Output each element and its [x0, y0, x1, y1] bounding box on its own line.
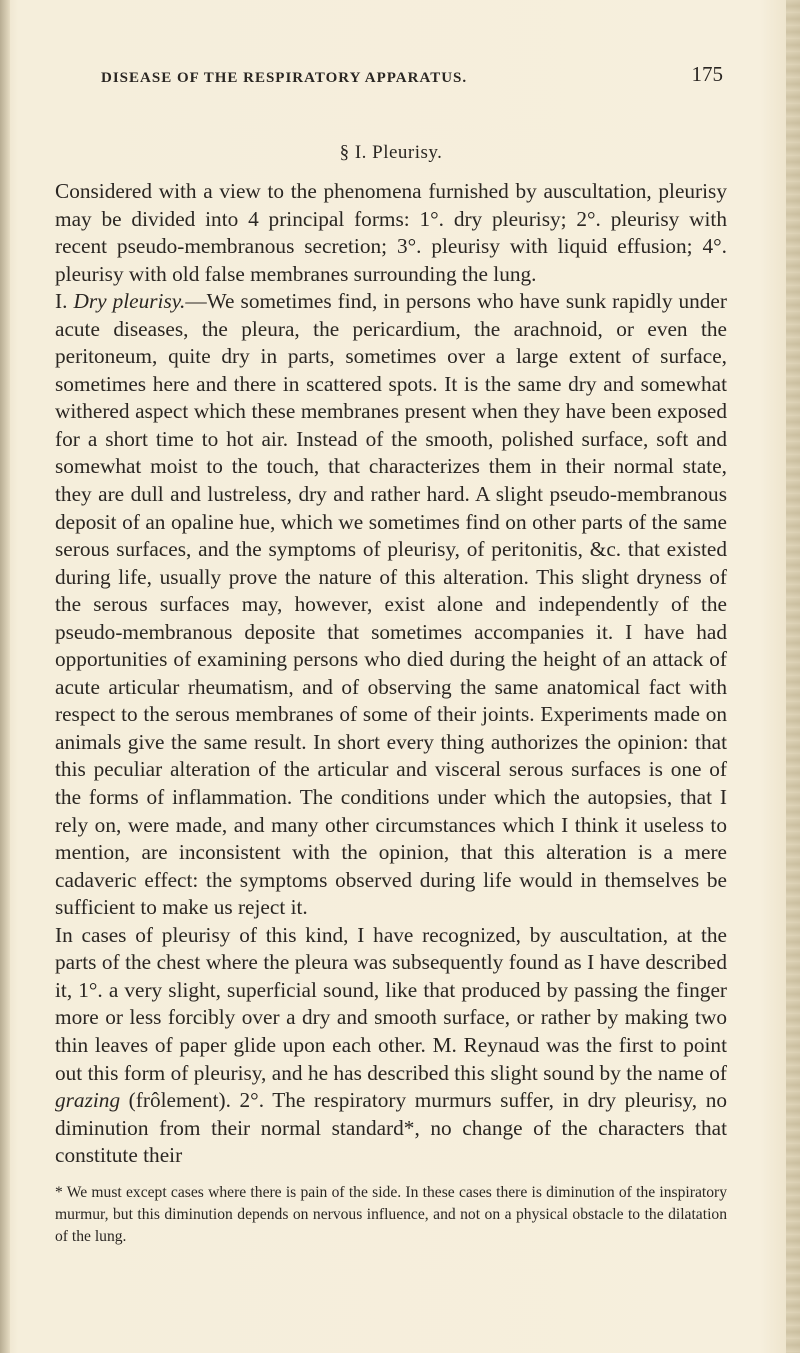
subsection-heading: Dry pleurisy. — [73, 289, 186, 314]
running-head — [55, 62, 727, 100]
page-edge-stack — [786, 0, 800, 1353]
paragraph-intro: Considered with a view to the phenomena furnished by auscultation, pleurisy may be divided into 4 principal forms: 1°. dry pleurisy; 2°. pleurisy with recent pseudo-membranous secretion; 3°. pleurisy with liquid effusion; 4°. pleurisy with old false membranes surrounding the lung. — [55, 179, 727, 286]
paragraph-body: —We sometimes find, in persons who have sunk rapidly under acute diseases, the pleura, the pericardium, the arachnoid, or even the peritoneum, quite dry in parts, sometimes over a large extent of surface, sometimes here and there in scattered spots. It is the same dry and somewhat withered aspect which these membranes present when they have been exposed for a short time to hot air. Instead of the smooth, polished surface, soft and somewhat moist to the touch, that characterizes them in their normal state, they are dull and lustreless, dry and rather hard. A slight pseudo-membranous deposit of an opaline hue, which we sometimes find on other parts of the same serous surfaces, and the symptoms of pleurisy, of peritonitis, &c. that existed during life, usually prove the nature of this alteration. This slight dryness of the serous surfaces may, however, exist alone and independently of the pseudo-membranous deposite that sometimes accompanies it. I have had opportunities of examining persons who died during the height of an attack of acute articular rheumatism, and of observing the same anatomical fact with respect to the serous membranes of some of their joints. Experiments made on animals give the same result. In short every thing authorizes the opinion: that this peculiar alteration of the articular and visceral serous surfaces is one of the forms of inflammation. The conditions under which the autopsies, that I rely on, were made, and many other circumstances which I think it useless to mention, are inconsistent with the opinion, that this alteration is a mere cadaveric effect: the symptoms observed during life would in themselves be sufficient to make us reject it. — [55, 289, 727, 920]
footnote: * We must except cases where there is pain of the side. In these cases there is diminution of the inspiratory murmur, but this diminution depends on nervous influence, and not on a physical obstacle to the dilatation of the lung. — [55, 1183, 727, 1245]
running-title: DISEASE OF THE RESPIRATORY APPARATUS. — [101, 70, 468, 86]
paragraph-body-end: (frôlement). 2°. The respiratory murmurs suffer, in dry pleurisy, no diminution from their normal standard*, no change of the characters that constitute their — [55, 1088, 727, 1168]
page-number: 175 — [691, 62, 723, 86]
section-title: § I. Pleurisy. — [339, 142, 443, 163]
paragraph-dry-pleurisy — [55, 288, 727, 922]
page-content — [55, 62, 727, 1248]
body-text — [55, 178, 727, 1170]
italic-term: grazing — [55, 1088, 121, 1113]
paragraph-auscultation — [55, 922, 727, 1170]
page-gutter-shadow — [0, 0, 10, 1353]
paragraph-body-start: In cases of pleurisy of this kind, I have recognized, by auscultation, at the parts of the chest where the pleura was subsequently found as I have described it, 1°. a very slight, superficial sound, like that produced by passing the finger more or less forcibly over a dry and smooth surface, or rather by making two thin leaves of paper glide upon each other. M. Reynaud was the first to point out this form of pleurisy, and he has described this slight sound by the name of — [55, 922, 727, 1085]
paragraph-lead: I. — [55, 289, 74, 314]
